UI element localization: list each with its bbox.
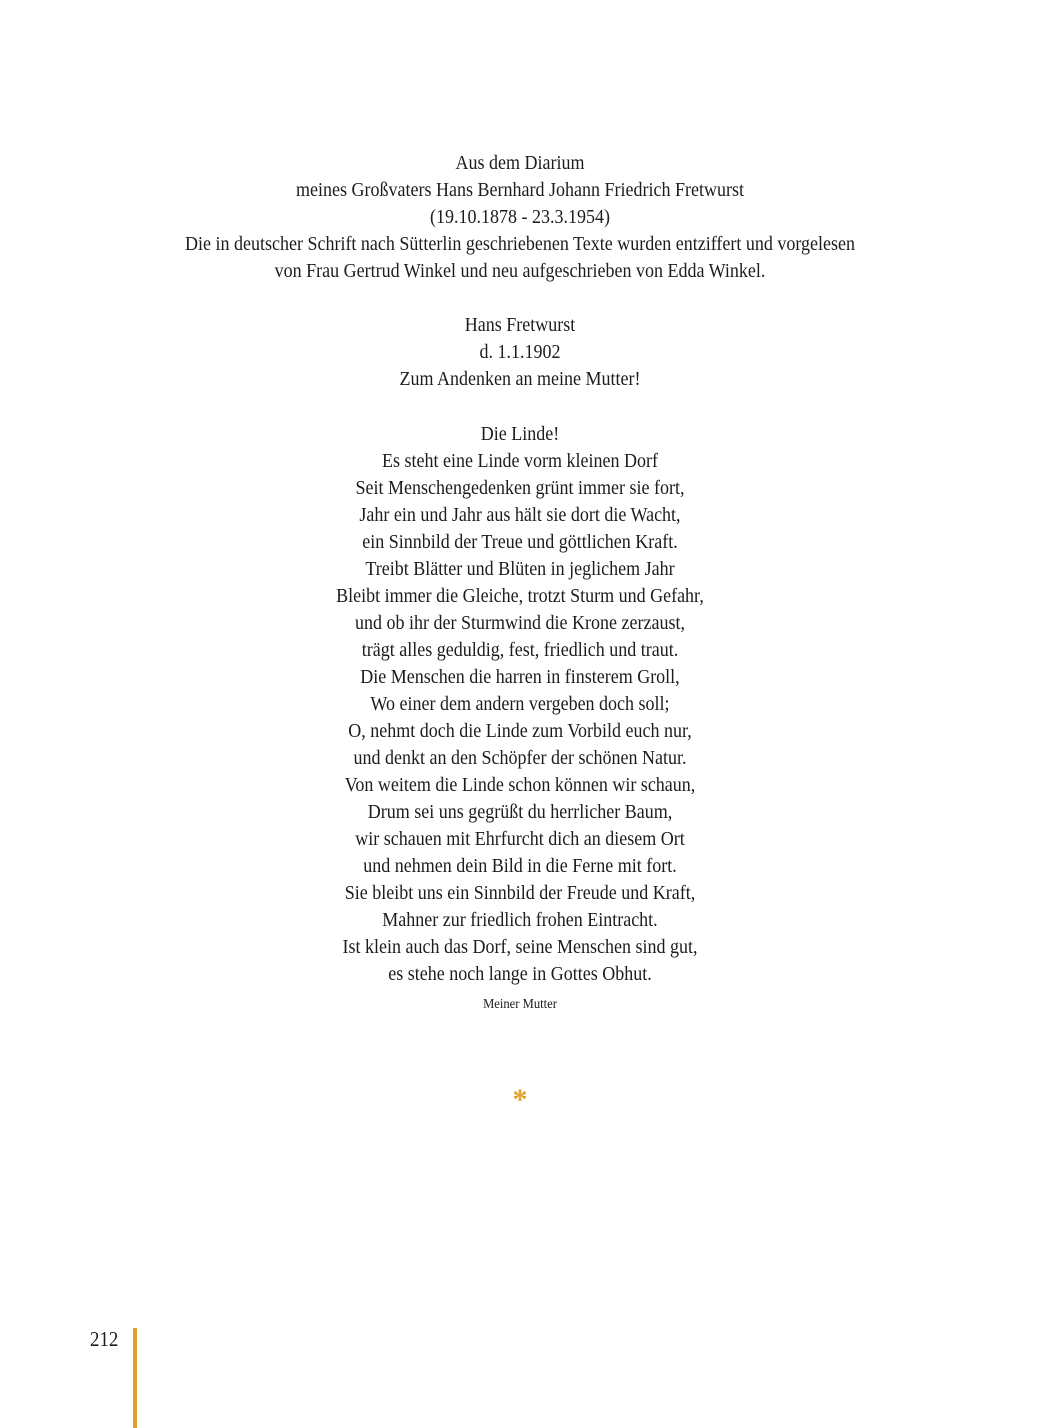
intro-line: von Frau Gertrud Winkel und neu aufgeschrieben von Edda Winkel. xyxy=(274,260,766,282)
poem-line: Von weitem die Linde schon können wir schaun, xyxy=(344,774,696,796)
page-accent-rule xyxy=(133,1328,137,1428)
intro-line: Die in deutscher Schrift nach Sütterlin geschriebenen Texte wurden entziffert und vorgelesen xyxy=(184,233,856,255)
poem-signature: Meiner Mutter xyxy=(483,997,557,1012)
poem-line: Sie bleibt uns ein Sinnbild der Freude und Kraft, xyxy=(344,882,696,904)
intro-line: meines Großvaters Hans Bernhard Johann Friedrich Fretwurst xyxy=(296,179,744,201)
intro-line: (19.10.1878 - 23.3.1954) xyxy=(430,206,610,228)
poem-line: Drum sei uns gegrüßt du herrlicher Baum, xyxy=(367,801,673,823)
poem-line: trägt alles geduldig, fest, friedlich und traut. xyxy=(361,639,679,661)
poem-line: und nehmen dein Bild in die Ferne mit fort. xyxy=(363,855,677,877)
dedication-line: Zum Andenken an meine Mutter! xyxy=(399,368,641,390)
poem-line: Ist klein auch das Dorf, seine Menschen sind gut, xyxy=(342,936,698,958)
poem-line: Seit Menschengedenken grünt immer sie fort, xyxy=(355,477,685,499)
poem-line: es stehe noch lange in Gottes Obhut. xyxy=(388,963,652,985)
poem-line: Wo einer dem andern vergeben doch soll; xyxy=(370,693,670,715)
poem-line: Jahr ein und Jahr aus hält sie dort die Wacht, xyxy=(359,504,681,526)
poem-title: Die Linde! xyxy=(480,423,560,445)
poem-line: Treibt Blätter und Blüten in jeglichem Jahr xyxy=(365,558,675,580)
page-number: 212 xyxy=(90,1327,119,1351)
intro-block xyxy=(52,150,988,285)
poem-line: Mahner zur friedlich frohen Eintracht. xyxy=(382,909,658,931)
poem-line: ein Sinnbild der Treue und göttlichen Kraft. xyxy=(362,531,678,553)
poem-line: O, nehmt doch die Linde zum Vorbild euch nur, xyxy=(348,720,692,742)
poem-line: Die Menschen die harren in finsterem Groll, xyxy=(360,666,680,688)
poem-line: und denkt an den Schöpfer der schönen Natur. xyxy=(353,747,687,769)
poem-block xyxy=(52,421,988,988)
intro-line: Aus dem Diarium xyxy=(455,152,585,174)
poem-line: Bleibt immer die Gleiche, trotzt Sturm und Gefahr, xyxy=(336,585,704,607)
dedication-line: d. 1.1.1902 xyxy=(479,341,561,363)
poem-line: wir schauen mit Ehrfurcht dich an diesem Ort xyxy=(355,828,685,850)
asterisk-ornament-icon: * xyxy=(512,1083,528,1116)
dedication-line: Hans Fretwurst xyxy=(464,314,576,336)
poem-line: und ob ihr der Sturmwind die Krone zerzaust, xyxy=(355,612,685,634)
dedication-block xyxy=(52,312,988,393)
poem-line: Es steht eine Linde vorm kleinen Dorf xyxy=(382,450,658,472)
